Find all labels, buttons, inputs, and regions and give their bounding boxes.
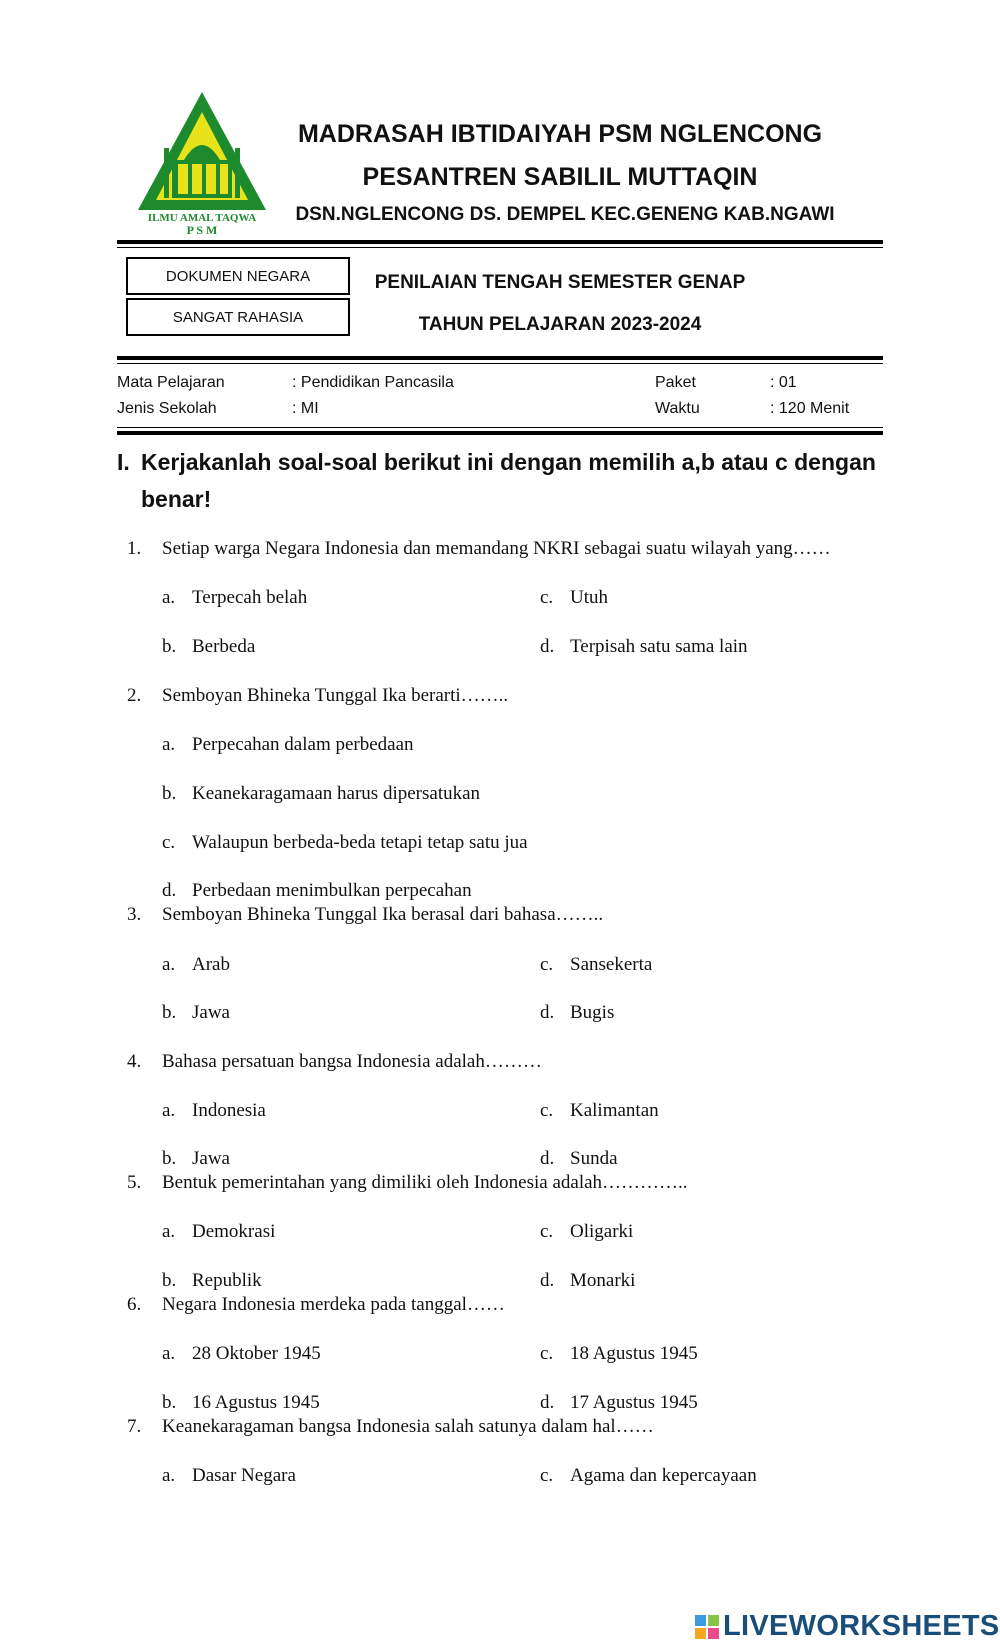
- subject-label: Mata Pelajaran: [117, 374, 225, 391]
- question-3: [127, 904, 603, 926]
- section-instruction: [117, 444, 887, 518]
- option-2d[interactable]: d. Perbedaan menimbulkan perpecahan: [162, 880, 472, 901]
- school-type-value: : MI: [292, 400, 319, 417]
- option-5d[interactable]: d. Monarki: [540, 1270, 636, 1291]
- option-5b[interactable]: b. Republik: [162, 1270, 262, 1291]
- question-text: Negara Indonesia merdeka pada tanggal……: [162, 1294, 505, 1315]
- option-7a[interactable]: a. Dasar Negara: [162, 1465, 296, 1486]
- question-text: Setiap warga Negara Indonesia dan memandang NKRI sebagai suatu wilayah yang……: [162, 538, 831, 559]
- option-5c[interactable]: c. Oligarki: [540, 1221, 634, 1242]
- option-7c[interactable]: c. Agama dan kepercayaan: [540, 1465, 757, 1486]
- option-4c[interactable]: c. Kalimantan: [540, 1100, 659, 1121]
- question-number: 3.: [127, 904, 142, 925]
- exam-title: PENILAIAN TENGAH SEMESTER GENAP: [374, 272, 746, 293]
- package-value: : 01: [770, 374, 797, 391]
- doc-box-rahasia: SANGAT RAHASIA: [126, 298, 350, 336]
- question-5: [127, 1172, 688, 1194]
- option-1d[interactable]: d. Terpisah satu sama lain: [540, 636, 748, 657]
- package-label: Paket: [655, 374, 696, 391]
- option-2a[interactable]: a. Perpecahan dalam perbedaan: [162, 734, 414, 755]
- option-6b[interactable]: b. 16 Agustus 1945: [162, 1392, 320, 1413]
- logo-motto: ILMU AMAL TAQWA: [147, 212, 257, 224]
- liveworksheets-logo-icon: [695, 1615, 719, 1639]
- school-address: DSN.NGLENCONG DS. DEMPEL KEC.GENENG KAB.NGAWI: [295, 204, 835, 225]
- question-text: Keanekaragaman bangsa Indonesia salah satunya dalam hal……: [162, 1416, 654, 1437]
- liveworksheets-wordmark: LIVEWORKSHEETS: [723, 1610, 1000, 1642]
- option-6d[interactable]: d. 17 Agustus 1945: [540, 1392, 698, 1413]
- option-1c[interactable]: c. Utuh: [540, 587, 608, 608]
- header-rule-thick: [117, 240, 883, 244]
- section-instruction-text: Kerjakanlah soal-soal berikut ini dengan memilih a,b atau c dengan benar!: [141, 449, 876, 512]
- option-3d[interactable]: d. Bugis: [540, 1002, 615, 1023]
- question-4: [127, 1051, 542, 1073]
- logo-abbr: P S M: [186, 223, 218, 236]
- option-6c[interactable]: c. 18 Agustus 1945: [540, 1343, 698, 1364]
- section-number: I.: [117, 449, 130, 475]
- option-1a[interactable]: a. Terpecah belah: [162, 587, 308, 608]
- subject-value: : Pendidikan Pancasila: [292, 374, 454, 391]
- question-number: 7.: [127, 1416, 142, 1437]
- option-4a[interactable]: a. Indonesia: [162, 1100, 266, 1121]
- question-text: Semboyan Bhineka Tunggal Ika berasal dari bahasa……..: [162, 904, 604, 925]
- option-3c[interactable]: c. Sansekerta: [540, 954, 653, 975]
- liveworksheets-brand[interactable]: [695, 1610, 1000, 1643]
- doc-box-negara: DOKUMEN NEGARA: [126, 257, 350, 295]
- option-2b[interactable]: b. Keanekaragamaan harus dipersatukan: [162, 783, 481, 804]
- school-name: MADRASAH IBTIDAIYAH PSM NGLENCONG: [297, 120, 823, 148]
- question-1: [127, 538, 831, 560]
- meta-rule-thin: [117, 427, 883, 428]
- school-subtitle: PESANTREN SABILIL MUTTAQIN: [362, 163, 758, 191]
- option-4b[interactable]: b. Jawa: [162, 1148, 230, 1169]
- school-logo: [134, 90, 270, 236]
- time-value: : 120 Menit: [770, 400, 850, 417]
- option-5a[interactable]: a. Demokrasi: [162, 1221, 276, 1242]
- option-3b[interactable]: b. Jawa: [162, 1002, 230, 1023]
- question-text: Semboyan Bhineka Tunggal Ika berarti……..: [162, 685, 509, 706]
- question-number: 6.: [127, 1294, 142, 1315]
- meta-rule-thick: [117, 431, 883, 435]
- question-text: Bahasa persatuan bangsa Indonesia adalah………: [162, 1051, 542, 1072]
- exam-year: TAHUN PELAJARAN 2023-2024: [418, 314, 702, 335]
- question-text: Bentuk pemerintahan yang dimiliki oleh Indonesia adalah…………..: [162, 1172, 688, 1193]
- exam-rule-thin: [117, 363, 883, 364]
- question-number: 1.: [127, 538, 142, 559]
- option-4d[interactable]: d. Sunda: [540, 1148, 618, 1169]
- exam-rule-thick: [117, 356, 883, 360]
- header-rule-thin: [117, 247, 883, 248]
- question-number: 2.: [127, 685, 142, 706]
- question-6: [127, 1294, 505, 1316]
- school-type-label: Jenis Sekolah: [117, 400, 217, 417]
- option-1b[interactable]: b. Berbeda: [162, 636, 256, 657]
- question-number: 4.: [127, 1051, 142, 1072]
- time-label: Waktu: [655, 400, 700, 417]
- option-2c[interactable]: c. Walaupun berbeda-beda tetapi tetap satu jua: [162, 832, 528, 853]
- question-7: [127, 1416, 654, 1438]
- option-6a[interactable]: a. 28 Oktober 1945: [162, 1343, 321, 1364]
- option-3a[interactable]: a. Arab: [162, 954, 230, 975]
- question-number: 5.: [127, 1172, 142, 1193]
- question-2: [127, 685, 508, 707]
